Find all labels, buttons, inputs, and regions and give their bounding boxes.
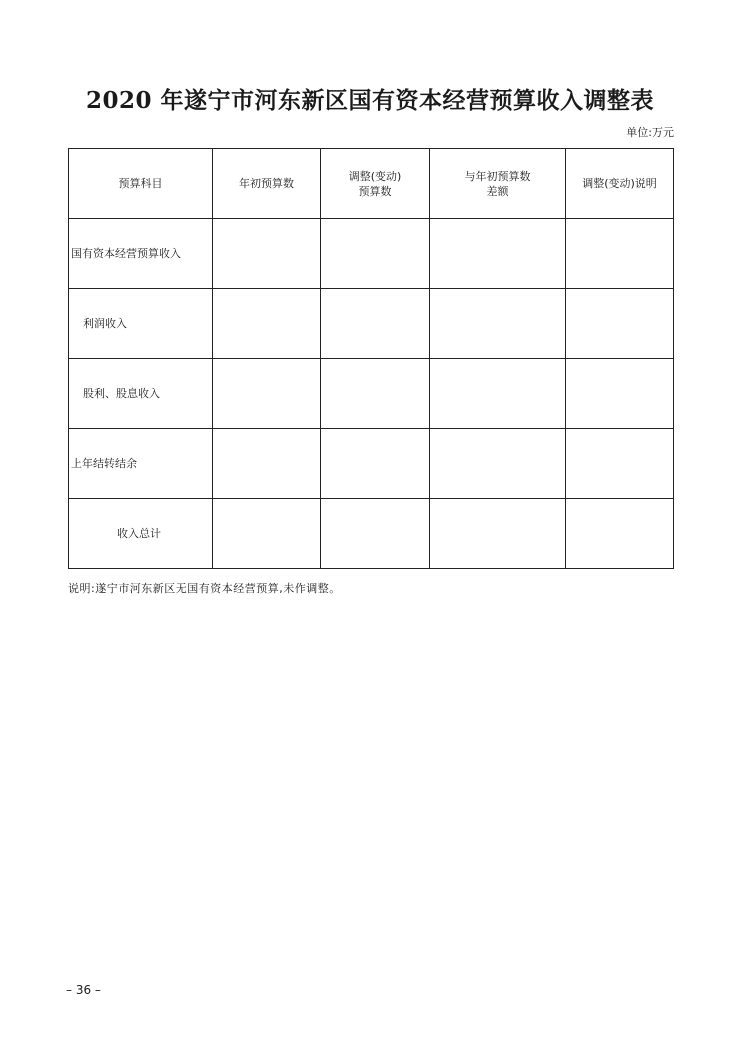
header-line: 预算科目 [118,177,163,190]
table-row [69,429,674,499]
header-budget-item [69,149,213,219]
table-cell [321,219,430,289]
header-initial-budget [213,149,321,219]
table-cell [321,499,430,569]
table-cell [566,219,674,289]
table-cell [430,289,566,359]
table-cell [213,429,321,499]
table-cell [321,289,430,359]
header-line: 预算数 [358,184,392,198]
table-row [69,499,674,569]
row-label-revenue-total: 收入总计 [69,499,213,569]
table-cell [566,289,674,359]
header-line: 与年初预算数 [464,169,531,183]
header-line: 年初预算数 [239,177,294,190]
header-difference [430,149,566,219]
table-cell [430,499,566,569]
table-cell [213,219,321,289]
table-cell [430,429,566,499]
table-cell [321,429,430,499]
table-cell [213,359,321,429]
unit-label: 单位:万元 [626,126,674,139]
budget-adjustment-table [68,148,674,569]
table-cell [566,359,674,429]
table-note: 说明:遂宁市河东新区无国有资本经营预算,未作调整。 [68,582,341,595]
budget-table-container [68,148,673,568]
header-adjustment-notes [566,149,674,219]
row-label-state-capital-revenue: 国有资本经营预算收入 [69,219,213,289]
table-cell [430,219,566,289]
page-number: – 36 – [66,983,101,997]
table-cell [213,499,321,569]
table-cell [566,429,674,499]
header-line: 调整(变动) [348,169,402,183]
header-line: 调整(变动)说明 [582,177,657,190]
page-title: 2020 年遂宁市河东新区国有资本经营预算收入调整表 [85,87,655,114]
table-header-row [69,149,674,219]
table-cell [213,289,321,359]
row-label-dividend-revenue: 股利、股息收入 [69,359,213,429]
table-cell [430,359,566,429]
table-cell [566,499,674,569]
table-row [69,219,674,289]
header-line: 差额 [486,184,509,198]
table-row [69,289,674,359]
header-adjusted-budget [321,149,430,219]
table-row [69,359,674,429]
row-label-profit-revenue: 利润收入 [69,289,213,359]
row-label-prior-year-balance: 上年结转结余 [69,429,213,499]
table-cell [321,359,430,429]
